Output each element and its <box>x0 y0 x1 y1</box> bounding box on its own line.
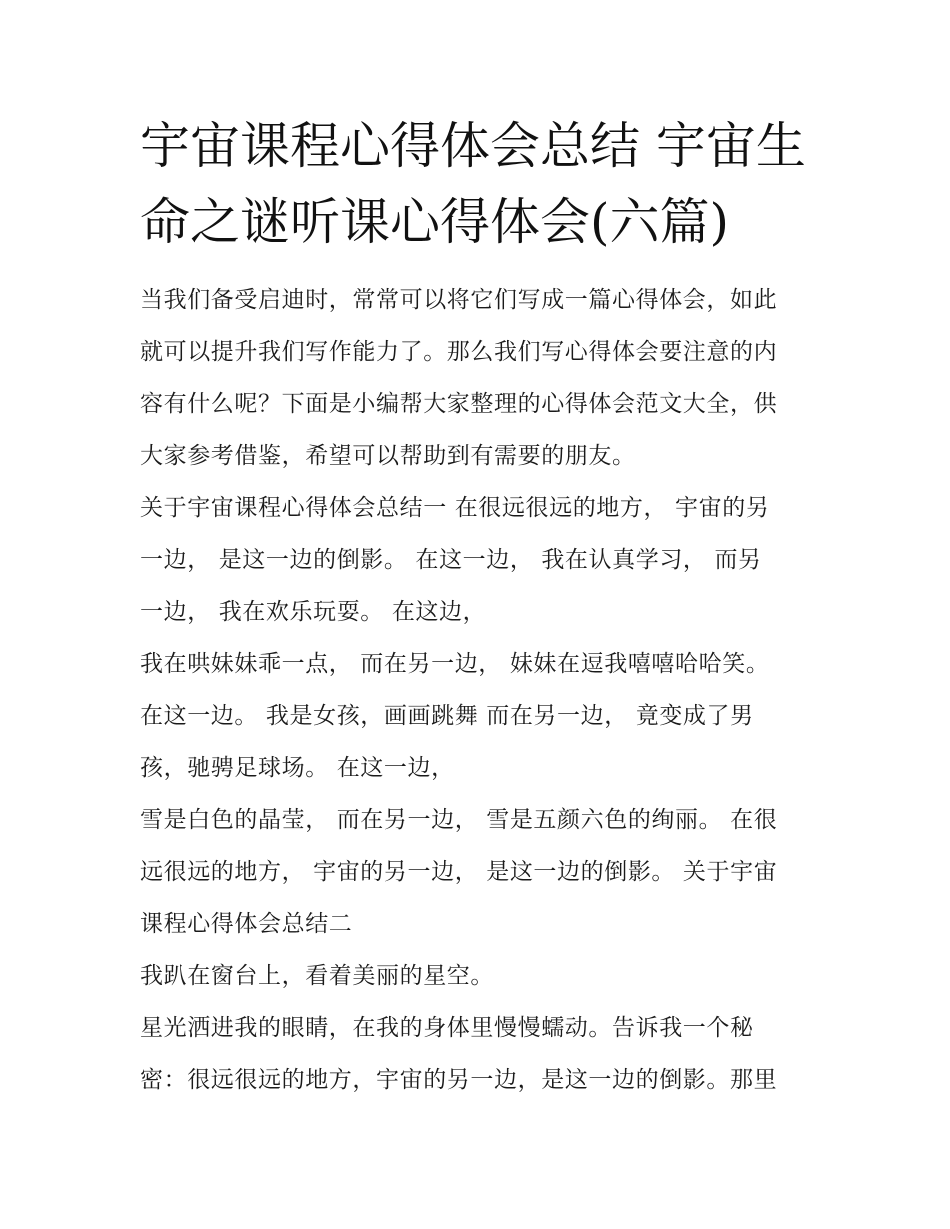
body-line: 一边， 是这一边的倒影。 在这一边， 我在认真学习， 而另 <box>140 547 762 573</box>
body-line: 密：很远很远的地方，宇宙的另一边，是这一边的倒影。那里 <box>140 1067 778 1093</box>
document-body <box>140 274 815 1106</box>
body-line: 在这一边。 我是女孩，画画跳舞 而在另一边， 竟变成了男 <box>140 703 754 729</box>
body-line: 我趴在窗台上，看着美丽的星空。 <box>140 963 494 989</box>
title-line: 命之谜听课心得体会(六篇) <box>140 193 730 251</box>
document-title <box>140 108 820 260</box>
body-line: 孩，驰骋足球场。 在这一边， <box>140 755 455 781</box>
body-line: 关于宇宙课程心得体会总结一 在很远很远的地方， 宇宙的另 <box>140 495 770 521</box>
body-line: 我在哄妹妹乖一点， 而在另一边， 妹妹在逗我嘻嘻哈哈笑。 <box>140 651 770 677</box>
body-line: 课程心得体会总结二 <box>140 911 353 937</box>
body-line: 当我们备受启迪时，常常可以将它们写成一篇心得体会，如此 <box>140 287 778 313</box>
body-line: 大家参考借鉴，希望可以帮助到有需要的朋友。 <box>140 443 636 469</box>
body-line: 容有什么呢？下面是小编帮大家整理的心得体会范文大全，供 <box>140 391 778 417</box>
body-line: 就可以提升我们写作能力了。那么我们写心得体会要注意的内 <box>140 339 778 365</box>
body-line: 远很远的地方， 宇宙的另一边， 是这一边的倒影。 关于宇宙 <box>140 859 778 885</box>
body-line: 雪是白色的晶莹， 而在另一边， 雪是五颜六色的绚丽。 在很 <box>140 807 778 833</box>
body-line: 星光洒进我的眼睛，在我的身体里慢慢蠕动。告诉我一个秘 <box>140 1015 754 1041</box>
body-line: 一边， 我在欢乐玩耍。 在这边， <box>140 599 487 625</box>
title-line: 宇宙课程心得体会总结 宇宙生 <box>140 117 806 175</box>
